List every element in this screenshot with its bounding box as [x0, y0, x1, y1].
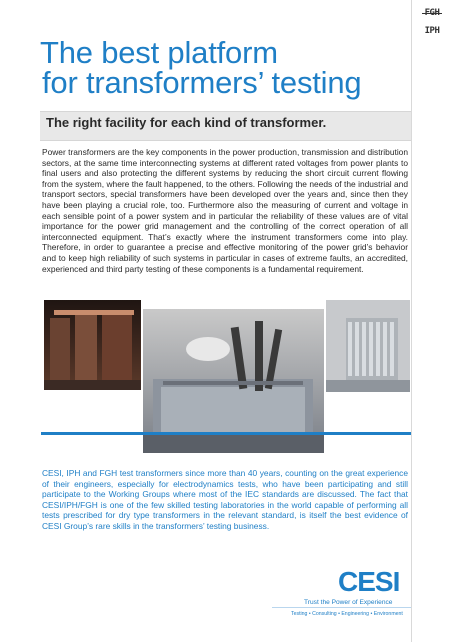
cesi-tagline: Trust the Power of Experience: [304, 599, 393, 606]
page-title: [40, 35, 410, 100]
paragraph-cesi: CESI, IPH and FGH test transformers since more than 40 years, counting on the great experience of their engineers, especially for electrodynamics tests, who have been participating and still participate to the Working Groups where most of the IEC standards are discussed. The fact that CESI/IPH/FGH is one of the few skilled testing laboratories in the world capable of performing all tests prescribed for dry type transformers in the relevant standard, is itself the best evidence of CESI Group’s rare skills in the transformers’ testing business.: [42, 468, 408, 531]
paragraph-intro: Power transformers are the key components in the power production, transmission and distribution sectors, at the same time interconnecting systems at different rated voltages from power plants to final users and also protecting the different systems by reducing the short circuit current flowing from the system, where the fault happened, to the others. Following the needs of the industrial and transport sectors, special transformers have been developed over the years and, since then they have been playing a crucial role, too. Furthermore also the measuring of current and voltage in each sensible point of a power system and in particular the reliability of these values are of vital importance for the power grid management and the controlling of the correct operation of all interconnected equipment. That’s exactly where the instrument transformers come into play. Therefore, in order to guarantee a precise and effective monitoring of the power grid’s behavior and to keep high reliability of such systems in particular in cases of extreme faults, an accredited, experienced and third party testing of these components is a fundamental requirement.: [42, 147, 408, 274]
transformer-hall-photo: [44, 300, 141, 390]
logo-divider: [272, 607, 411, 608]
right-margin-strip: [411, 0, 454, 642]
page-title-line-2: for transformers’ testing: [42, 65, 362, 100]
transformer-cooling-fins-photo: [326, 300, 410, 392]
cesi-services: Testing • Consulting • Engineering • Environment: [291, 611, 403, 617]
subtitle: The right facility for each kind of transformer.: [46, 115, 327, 130]
section-divider: [41, 432, 411, 435]
iph-logo: IPH: [424, 26, 440, 36]
page-title-line-1: The best platform: [40, 35, 278, 70]
fgh-logo: FGH: [418, 8, 446, 20]
cesi-logo: CESI: [338, 566, 400, 597]
